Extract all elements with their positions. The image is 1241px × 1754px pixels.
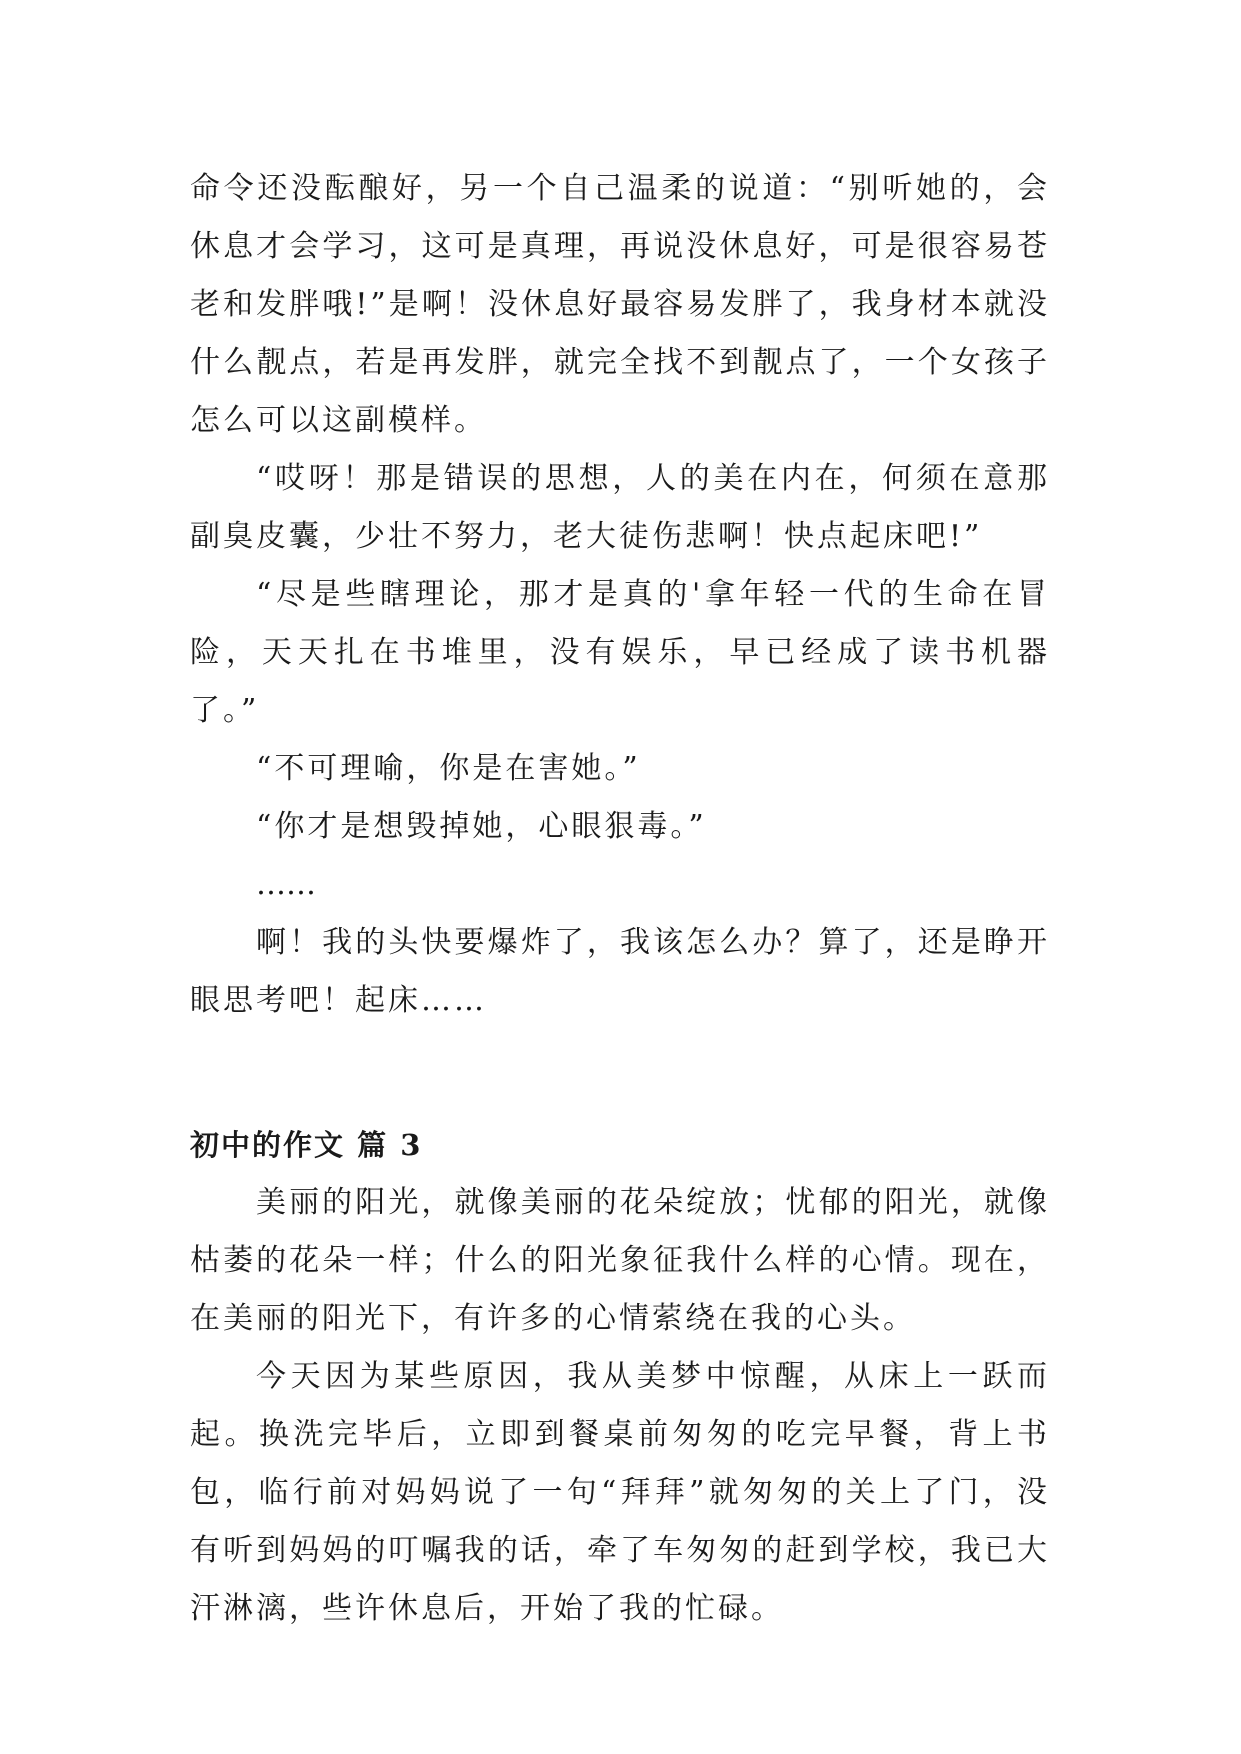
paragraph-continuation: 命令还没酝酿好，另一个自己温柔的说道：“别听她的，会休息才会学习，这可是真理，再说没休息好，可是很容易苍老和发胖哦!”是啊！没休息好最容易发胖了，我身材本就没什么靓点，若是再发胖，就完全找不到靓点了，一个女孩子怎么可以这副模样。 — [190, 171, 1050, 438]
paragraph-ending: 啊！我的头快要爆炸了，我该怎么办？算了，还是睁开眼思考吧！起床…… — [190, 925, 1050, 1018]
paragraph-dialogue-4: “你才是想毁掉她，心眼狠毒。” — [256, 809, 707, 844]
paragraph-ellipsis: …… — [256, 867, 316, 902]
paragraph-dialogue-3: “不可理喻，你是在害她。” — [256, 751, 641, 786]
paragraph-dialogue-2: “尽是些瞎理论，那才是真的'拿年轻一代的生命在冒险，天天扎在书堆里，没有娱乐，早已经成了读书机器了。” — [190, 577, 1050, 728]
paragraph-morning: 今天因为某些原因，我从美梦中惊醒，从床上一跃而起。换洗完毕后，立即到餐桌前匆匆的吃完早餐，背上书包，临行前对妈妈说了一句“拜拜”就匆匆的关上了门，没有听到妈妈的叮嘱我的话，牵了车匆匆的赶到学校，我已大汗淋漓，些许休息后，开始了我的忙碌。 — [190, 1359, 1050, 1626]
paragraph-sunshine: 美丽的阳光，就像美丽的花朵绽放；忧郁的阳光，就像枯萎的花朵一样；什么的阳光象征我什么样的心情。现在，在美丽的阳光下，有许多的心情萦绕在我的心头。 — [190, 1185, 1050, 1336]
section-title: 初中的作文 篇 3 — [190, 1128, 423, 1162]
paragraph-dialogue-1: “哎呀！那是错误的思想，人的美在内在，何须在意那副臭皮囊，少壮不努力，老大徒伤悲啊！快点起床吧!” — [190, 461, 1050, 554]
document-page — [190, 160, 1050, 1638]
